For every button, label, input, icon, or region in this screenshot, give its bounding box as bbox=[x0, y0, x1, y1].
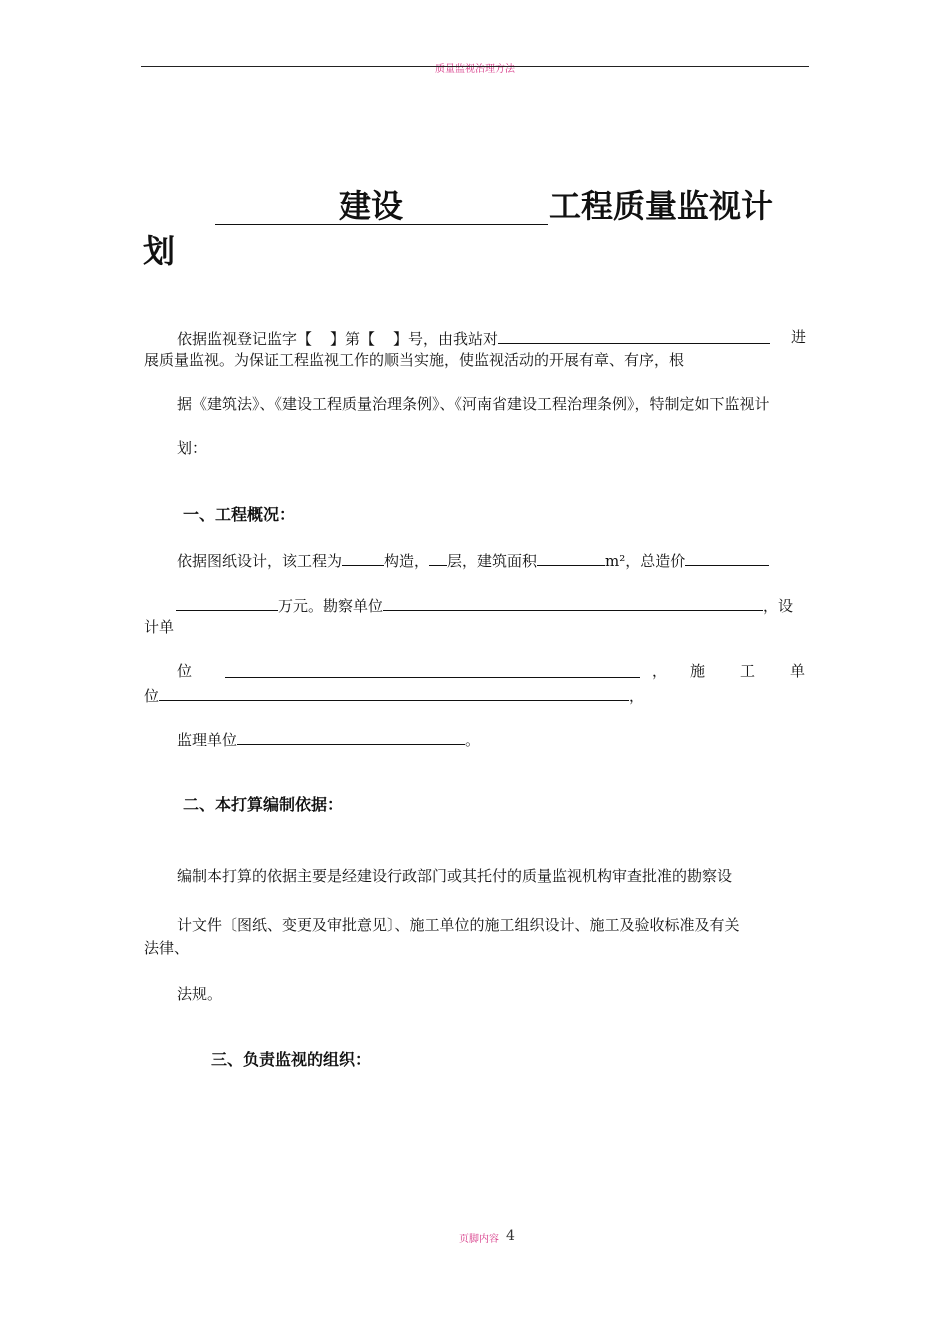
title-part-3: 划 bbox=[143, 232, 176, 270]
area-blank bbox=[537, 548, 605, 566]
s2-line-3: 法律、 bbox=[144, 939, 190, 957]
s1-text-1c: 层，建筑面积 bbox=[447, 552, 538, 570]
section-3-heading: 三、负责监视的组织： bbox=[211, 1050, 372, 1069]
title-part-1: 建设 bbox=[339, 187, 404, 225]
supervision-unit-blank bbox=[237, 727, 465, 745]
s1-line-1 bbox=[177, 548, 769, 571]
header-rule bbox=[141, 66, 809, 67]
cost-blank-2 bbox=[176, 593, 278, 611]
cost-blank bbox=[685, 548, 769, 566]
section-2-heading: 二、本打算编制依据： bbox=[183, 795, 344, 814]
intro-line-1 bbox=[177, 326, 770, 349]
intro-text-1a: 依据监视登记监字【 bbox=[177, 330, 313, 348]
intro-text-1d: 进 bbox=[791, 328, 807, 346]
intro-line-4: 划： bbox=[177, 439, 208, 457]
s1-text-5b: ， bbox=[629, 687, 645, 705]
intro-line-2: 展质量监视。为保证工程监视工作的顺当实施，使监视活动的开展有章、有序，根 bbox=[144, 351, 685, 369]
intro-text-1b: 】第【 bbox=[330, 330, 376, 348]
s1-line-2 bbox=[176, 593, 793, 616]
s1-text-5a: 位 bbox=[144, 687, 160, 705]
s1-text-4e: 单 bbox=[790, 662, 806, 680]
s1-line-6 bbox=[177, 727, 480, 750]
design-unit-blank bbox=[225, 660, 640, 678]
s1-line-5 bbox=[144, 683, 644, 706]
title-blank-line bbox=[215, 224, 548, 225]
s1-text-6a: 监理单位 bbox=[177, 731, 238, 749]
intro-text-1c: 】号，由我站对 bbox=[393, 330, 499, 348]
survey-unit-blank bbox=[383, 593, 763, 611]
s1-text-4a: 位 bbox=[177, 662, 193, 680]
s1-line-3: 计单 bbox=[144, 618, 175, 636]
s1-text-4d: 工 bbox=[740, 662, 756, 680]
s2-line-4: 法规。 bbox=[177, 985, 223, 1003]
intro-line-3: 据《建筑法》、《建设工程质量治理条例》、《河南省建设工程治理条例》，特制定如下监视计 bbox=[177, 395, 770, 413]
s1-text-1b: 构造， bbox=[384, 552, 430, 570]
s1-text-4b: ， bbox=[652, 662, 668, 680]
structure-blank bbox=[342, 548, 384, 566]
page-header: 质量监视治理方法 bbox=[435, 64, 515, 75]
section-1-heading: 一、工程概况： bbox=[183, 505, 296, 524]
construction-unit-blank bbox=[159, 683, 629, 701]
s1-text-4c: 施 bbox=[690, 662, 706, 680]
s2-line-2: 计文件〔图纸、变更及审批意见〕、施工单位的施工组织设计、施工及验收标准及有关 bbox=[177, 916, 740, 934]
page-number: 4 bbox=[506, 1228, 515, 1244]
s1-text-6b: 。 bbox=[465, 731, 481, 749]
s1-text-2a: 万元。勘察单位 bbox=[278, 597, 384, 615]
title-part-2: 工程质量监视计 bbox=[549, 187, 774, 225]
project-blank bbox=[498, 326, 770, 344]
s1-text-2b: ，设 bbox=[763, 597, 794, 615]
s1-text-1a: 依据图纸设计，该工程为 bbox=[177, 552, 343, 570]
s2-line-1: 编制本打算的依据主要是经建设行政部门或其托付的质量监视机构审查批准的勘察设 bbox=[177, 867, 733, 885]
s1-text-1d: m²，总造价 bbox=[605, 552, 686, 570]
page-footer: 页脚内容 bbox=[459, 1234, 499, 1245]
floors-blank bbox=[429, 548, 447, 566]
